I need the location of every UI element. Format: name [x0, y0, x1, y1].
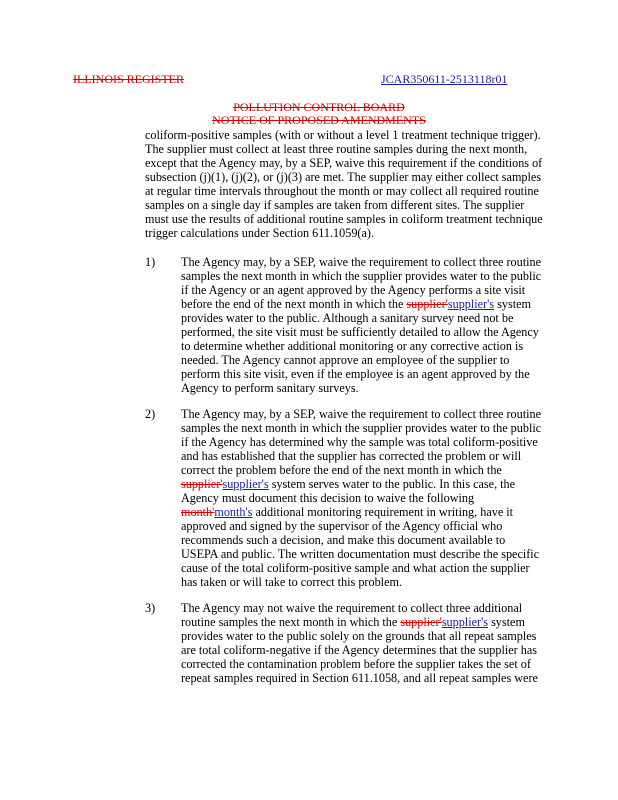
text-line: samples the next month in which the supplier provides water to the public [181, 421, 542, 435]
text-segment: system [488, 615, 525, 629]
text-line: Agency must document this decision to waive the following [181, 491, 475, 505]
register-header: ILLINOIS REGISTER [73, 72, 184, 86]
text-line: to determine whether additional monitoring or any corrective action is [181, 339, 524, 353]
item-1-paragraph [181, 255, 591, 395]
deleted-text: supplier' [181, 477, 223, 491]
text-line [181, 505, 591, 519]
text-segment: before the end of the next month in which the [181, 297, 407, 311]
item-number: 1) [145, 255, 156, 269]
text-line: are total coliform-negative if the Agency determines that the supplier has [181, 643, 538, 657]
text-line: except that the Agency may, by a SEP, waive this requirement if the conditions of [145, 156, 543, 170]
inserted-text: supplier's [441, 615, 489, 629]
deleted-text: supplier' [406, 297, 448, 311]
text-segment: system [494, 297, 531, 311]
text-line: The Agency may not waive the requirement to collect three additional [181, 601, 523, 615]
item-2-paragraph [181, 407, 591, 589]
deleted-text: month' [181, 505, 215, 519]
text-line: repeat samples required in Section 611.1058, and all repeat samples were [181, 671, 538, 685]
text-line: if the Agency has determined why the sample was total coliform-positive [181, 435, 538, 449]
inserted-text: supplier's [447, 297, 495, 311]
text-segment: system serves water to the public. In this case, the [268, 477, 516, 491]
text-line: provides water to the public. Although a sanitary survey need not be [181, 311, 514, 325]
item-number: 2) [145, 407, 156, 421]
text-line: perform this site visit, even if the employee is an agent approved by the [181, 367, 530, 381]
text-line: approved and signed by the supervisor of the Agency official who [181, 519, 503, 533]
text-line [181, 297, 591, 311]
intro-paragraph [145, 128, 595, 240]
text-line: at regular time intervals throughout the month or may collect all required routine [145, 184, 539, 198]
text-segment: additional monitoring requirement in writing, have it [252, 505, 514, 519]
text-line: provides water to the public solely on the grounds that all repeat samples [181, 629, 537, 643]
text-line: has taken or will take to correct this problem. [181, 575, 402, 589]
text-line: coliform-positive samples (with or without a level 1 treatment technique trigger). [145, 128, 541, 142]
text-line: corrected the contamination problem before the supplier takes the set of [181, 657, 531, 671]
text-line: and has established that the supplier has corrected the problem or will [181, 449, 522, 463]
text-line [181, 615, 591, 629]
text-line: performed, the site visit must be sufficiently detailed to allow the Agency [181, 325, 539, 339]
text-line: correct the problem before the end of the next month in which the [181, 463, 502, 477]
item-number: 3) [145, 601, 156, 615]
text-line: if the Agency or an agent approved by the Agency performs a site visit [181, 283, 526, 297]
text-line: The supplier must collect at least three routine samples during the next month, [145, 142, 528, 156]
text-line: The Agency may, by a SEP, waive the requirement to collect three routine [181, 255, 541, 269]
notice-title: NOTICE OF PROPOSED AMENDMENTS [212, 113, 426, 127]
text-line: Agency to perform sanitary surveys. [181, 381, 359, 395]
text-line: samples on a single day if samples are taken from different sites. The supplier [145, 198, 525, 212]
text-segment: routine samples the next month in which the [181, 615, 401, 629]
text-line: recommends such a decision, and make this document available to [181, 533, 506, 547]
text-line: must use the results of additional routine samples in coliform treatment technique [145, 212, 543, 226]
text-line: The Agency may, by a SEP, waive the requirement to collect three routine [181, 407, 541, 421]
text-line [181, 477, 591, 491]
text-line: subsection (j)(1), (j)(2), or (j)(3) are met. The supplier may either collect samples [145, 170, 542, 184]
text-line: trigger calculations under Section 611.1059(a). [145, 226, 375, 240]
text-line: cause of the total coliform-positive sample and what action the supplier [181, 561, 530, 575]
deleted-text: supplier' [400, 615, 442, 629]
text-line: USEPA and public. The written documentation must describe the specific [181, 547, 540, 561]
jcar-code: JCAR350611-2513118r01 [381, 72, 508, 86]
item-3-paragraph [181, 601, 591, 685]
text-line: samples the next month in which the supplier provides water to the public [181, 269, 542, 283]
inserted-text: month's [214, 505, 253, 519]
text-line: needed. The Agency cannot approve an employee of the supplier to [181, 353, 510, 367]
board-title: POLLUTION CONTROL BOARD [233, 100, 405, 114]
inserted-text: supplier's [222, 477, 269, 491]
